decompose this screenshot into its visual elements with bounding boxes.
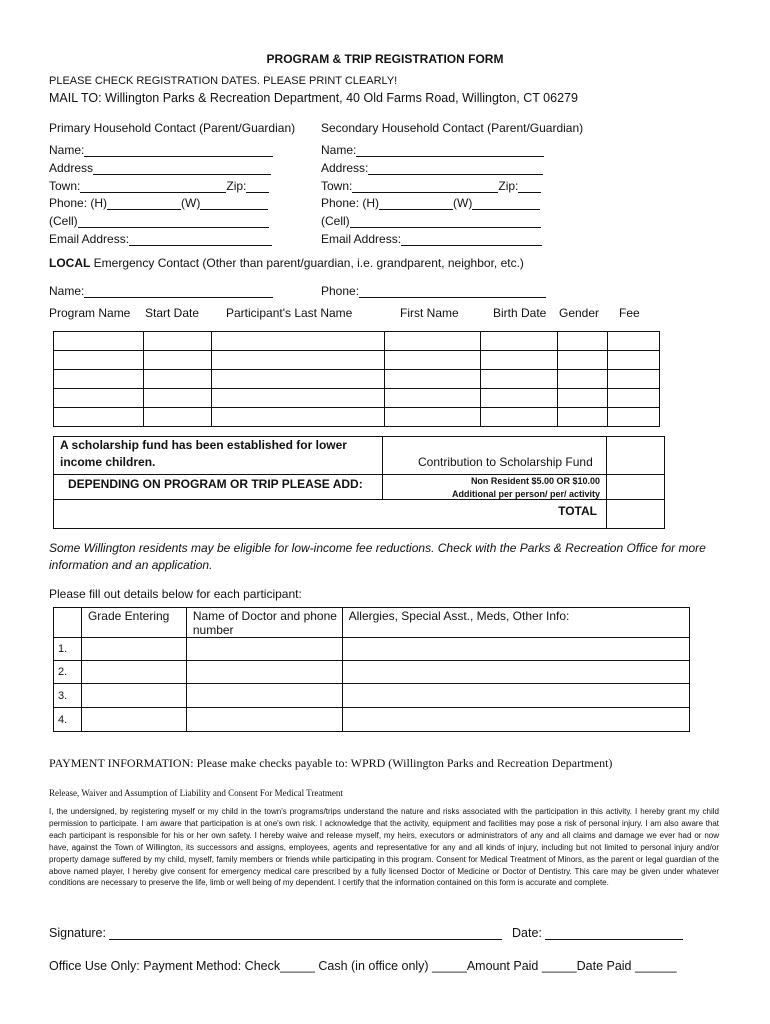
secondary-town-field[interactable]: Town: Zip: bbox=[321, 179, 541, 194]
release-text: I, the undersigned, by registering myself or my child in the town's programs/trips understand the nature and risks associated with the participation in this activity. I hereby grant my child permission to participate. I am aware that participation is at one's own risk. I acknowledge that the activity, equipment and facilities may pose a risk of personal injury. I am also aware that each participant is responsible for his or her own safety. I hereby waive and release myself, my heirs, executors or administrators of any and all claims and damage we ever had or now have, against the Town of Willington, its successors and assigns, employees, agents and representative for any and all kinds of injury, including but not limited to personal injury and/or property damage suffered by my child, myself, family members or friends while participating in this program. Consent for Medical Treatment of Minors, as the parent or legal guardian of the above named player, I hereby give consent for emergency medical care prescribed by a fully licensed Doctor of Medicine or Doctor of Dentistry. This care may be given under whatever conditions are necessary to preserve the life, limb or well being of my dependent. I certify that the information contained on this form is accurate and complete. bbox=[49, 807, 719, 888]
col-start-date: Start Date bbox=[145, 306, 200, 320]
secondary-contact-heading: Secondary Household Contact (Parent/Guardian) bbox=[321, 121, 584, 135]
scholarship-note: A scholarship fund has been established for lower income children. bbox=[60, 438, 347, 469]
mail-to: MAIL TO: Willington Parks & Recreation Department, 40 Old Farms Road, Willington, CT 06279 bbox=[49, 91, 578, 105]
primary-phone-field[interactable]: Phone: (H) (W) bbox=[49, 196, 268, 211]
depending-label: DEPENDING ON PROGRAM OR TRIP PLEASE ADD: bbox=[68, 477, 363, 491]
primary-contact-heading: Primary Household Contact (Parent/Guardian) bbox=[49, 121, 296, 135]
secondary-address-field[interactable]: Address: bbox=[321, 161, 543, 176]
signature-field[interactable]: Signature: bbox=[49, 926, 502, 941]
col-program-name: Program Name bbox=[49, 306, 131, 320]
table-row[interactable]: 1. bbox=[54, 638, 690, 661]
total-label: TOTAL bbox=[558, 504, 597, 518]
contribution-amount-cell[interactable] bbox=[606, 437, 664, 499]
program-table bbox=[53, 331, 660, 427]
col-first-name: First Name bbox=[400, 306, 459, 320]
primary-name-field[interactable]: Name: bbox=[49, 143, 273, 158]
primary-email-field[interactable]: Email Address: bbox=[49, 232, 272, 247]
details-prompt: Please fill out details below for each participant: bbox=[49, 587, 302, 601]
table-row[interactable]: 2. bbox=[54, 661, 690, 684]
table-row[interactable] bbox=[54, 408, 660, 427]
table-row[interactable] bbox=[54, 370, 660, 389]
table-row[interactable] bbox=[54, 332, 660, 351]
total-amount-cell[interactable] bbox=[606, 500, 664, 527]
col-grade-entering: Grade Entering bbox=[81, 608, 186, 638]
col-fee: Fee bbox=[619, 306, 640, 320]
contribution-label: Contribution to Scholarship Fund bbox=[418, 455, 593, 469]
form-title: PROGRAM & TRIP REGISTRATION FORM bbox=[266, 52, 504, 66]
secondary-phone-field[interactable]: Phone: (H) (W) bbox=[321, 196, 540, 211]
primary-town-field[interactable]: Town: Zip: bbox=[49, 179, 269, 194]
primary-cell-field[interactable]: (Cell) bbox=[49, 214, 269, 229]
print-notice: PLEASE CHECK REGISTRATION DATES. PLEASE PRINT CLEARLY! bbox=[49, 75, 398, 87]
primary-address-field[interactable]: Address bbox=[49, 161, 271, 176]
fee-reduction-note: Some Willington residents may be eligible for low-income fee reductions. Check with the Parks & Recreation Office for more information and an application. bbox=[49, 541, 706, 572]
secondary-email-field[interactable]: Email Address: bbox=[321, 232, 542, 247]
secondary-name-field[interactable]: Name: bbox=[321, 143, 544, 158]
table-row[interactable]: 3. bbox=[54, 684, 690, 708]
col-gender: Gender bbox=[559, 306, 600, 320]
non-resident-fee: Non Resident $5.00 OR $10.00 bbox=[470, 476, 600, 486]
office-use-line: Office Use Only: Payment Method: Check_____ Cash (in office only) _____Amount Paid _____Date Paid ______ bbox=[49, 959, 677, 973]
payment-info: PAYMENT INFORMATION: Please make checks payable to: WPRD (Willington Parks and Recreation Department) bbox=[49, 756, 613, 770]
emergency-phone-field[interactable]: Phone: bbox=[321, 284, 546, 299]
col-birth-date: Birth Date bbox=[493, 306, 547, 320]
participant-details-table bbox=[53, 607, 690, 732]
date-field[interactable]: Date: bbox=[512, 926, 683, 941]
col-doctor: Name of Doctor and phone number bbox=[186, 608, 342, 638]
table-row[interactable] bbox=[54, 389, 660, 408]
secondary-cell-field[interactable]: (Cell) bbox=[321, 214, 541, 229]
emergency-name-field[interactable]: Name: bbox=[49, 284, 273, 299]
additional-per-person: Additional per person/ per/ activity bbox=[451, 489, 600, 499]
emergency-contact-heading: LOCAL Emergency Contact (Other than parent/guardian, i.e. grandparent, neighbor, etc.) bbox=[49, 256, 524, 270]
table-row[interactable] bbox=[54, 351, 660, 370]
table-row[interactable]: 4. bbox=[54, 708, 690, 732]
col-last-name: Participant's Last Name bbox=[226, 306, 353, 320]
release-heading: Release, Waiver and Assumption of Liability and Consent For Medical Treatment bbox=[49, 788, 343, 798]
col-allergies: Allergies, Special Asst., Meds, Other Info: bbox=[342, 608, 689, 638]
